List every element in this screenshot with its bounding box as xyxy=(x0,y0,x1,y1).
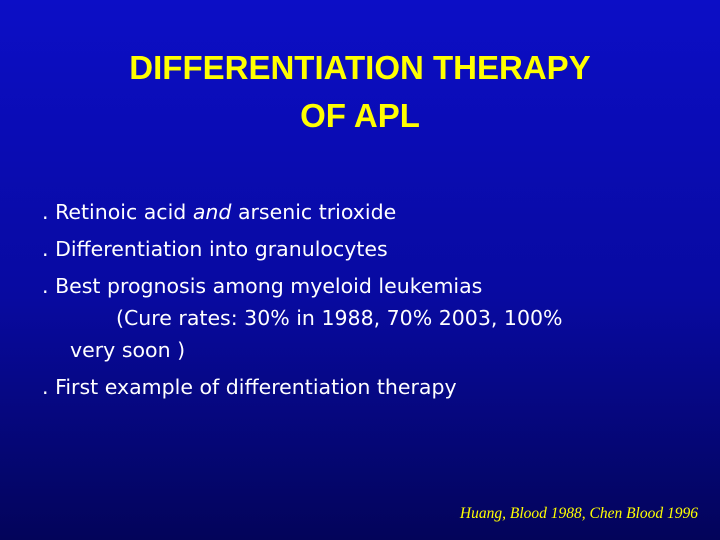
citation-footnote: Huang, Blood 1988, Chen Blood 1996 xyxy=(459,505,698,522)
bullet-text-emphasis: and xyxy=(192,200,232,224)
bullet-list xyxy=(42,196,702,416)
bullet-subtext-continuation: very soon ) xyxy=(70,338,186,362)
slide-title-line-2: OF APL xyxy=(300,97,420,134)
bullet-marker: . xyxy=(42,375,49,399)
slide-title xyxy=(0,44,720,140)
bullet-item-prognosis xyxy=(42,270,702,366)
slide-title-line-1: DIFFERENTIATION THERAPY xyxy=(129,49,591,86)
bullet-item-first-example xyxy=(42,371,702,403)
bullet-item-retinoic-acid xyxy=(42,196,702,228)
bullet-text: Differentiation into granulocytes xyxy=(55,237,388,261)
bullet-text: First example of differentiation therapy xyxy=(55,375,457,399)
bullet-text-prefix: Retinoic acid xyxy=(55,200,187,224)
bullet-subtext-cure-rates: (Cure rates: 30% in 1988, 70% 2003, 100% xyxy=(116,306,563,330)
bullet-marker: . xyxy=(42,274,49,298)
bullet-marker: . xyxy=(42,237,49,261)
bullet-text: Best prognosis among myeloid leukemias xyxy=(55,274,483,298)
bullet-item-differentiation xyxy=(42,233,702,265)
bullet-marker: . xyxy=(42,200,49,224)
bullet-text-suffix: arsenic trioxide xyxy=(237,200,397,224)
